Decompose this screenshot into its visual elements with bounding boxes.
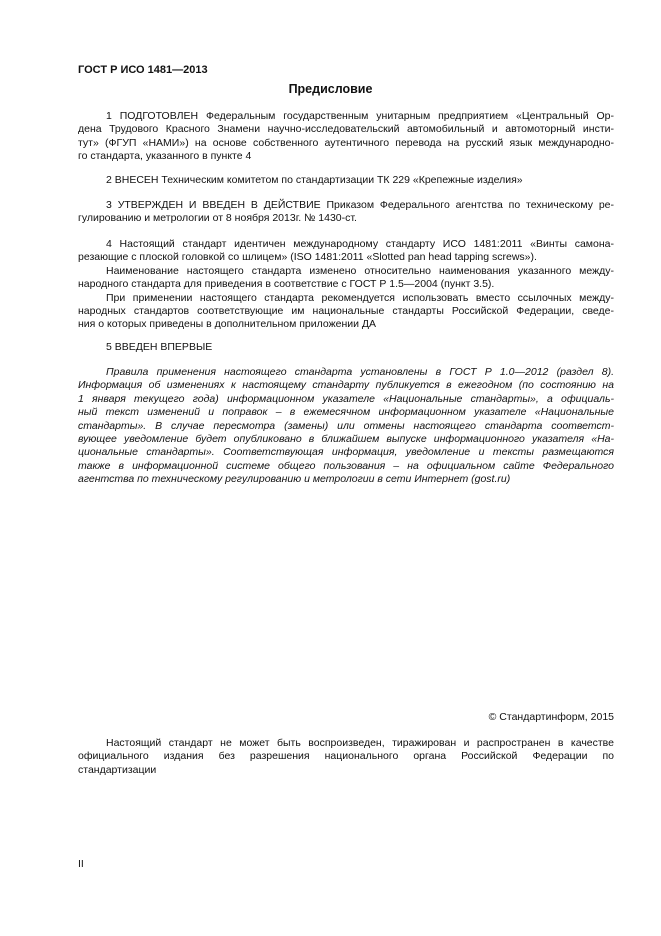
paragraph-1	[78, 110, 614, 164]
text-line: Информация об изменениях к настоящему стандарту публикуется в ежегодном (по состоянию на	[78, 379, 614, 392]
text-line: официального издания без разрешения национального органа Российской Федерации по	[78, 750, 614, 763]
text-line: дена Трудового Красного Знамени научно-исследовательский автомобильный и автомоторный инсти-	[78, 123, 614, 136]
text-line: 1 ПОДГОТОВЛЕН Федеральным государственным унитарным предприятием «Центральный Ор-	[106, 110, 614, 122]
text-line: тут» (ФГУП «НАМИ») на основе собственного аутентичного перевода на русский язык международно-	[78, 136, 614, 149]
paragraph-3	[78, 199, 614, 226]
text-line: 5 ВВЕДЕН ВПЕРВЫЕ	[106, 341, 213, 353]
text-line: 4 Настоящий стандарт идентичен международному стандарту ИСО 1481:2011 «Винты самона-	[106, 238, 614, 250]
page-number: II	[78, 858, 84, 870]
document-header: ГОСТ Р ИСО 1481—2013	[78, 64, 208, 76]
text-line: При применении настоящего стандарта рекомендуется использовать вместо ссылочных между-	[106, 291, 614, 304]
text-line: народных стандартов соответствующие им национальные стандарты Российской Федерации, сведе-	[78, 305, 614, 318]
text-line: агентства по техническому регулированию и метрологии в сети Интернет (gost.ru)	[78, 473, 511, 486]
text-line: гулированию и метрологии от 8 ноября 2013г. № 1430-ст.	[78, 212, 357, 225]
text-line: го стандарта, указанного в пункте 4	[78, 150, 252, 163]
text-line: стандарты». В случае пересмотра (замены) или отмены настоящего стандарта соответст-	[78, 419, 614, 432]
text-line: 2 ВНЕСЕН Техническим комитетом по стандартизации ТК 229 «Крепежные изделия»	[106, 174, 523, 186]
text-line: вующее уведомление будет опубликовано в ближайшем выпуске информационного указателя «На-	[78, 433, 614, 446]
italic-notice	[78, 366, 614, 487]
reproduction-notice	[78, 737, 614, 777]
text-line: стандартизации	[78, 763, 157, 776]
copyright: © Стандартинформ, 2015	[488, 711, 614, 723]
paragraph-2	[78, 174, 614, 187]
text-line: народного стандарта для приведения в соответствие с ГОСТ Р 1.5—2004 (пункт 3.5).	[78, 278, 495, 291]
text-line: 3 УТВЕРЖДЕН И ВВЕДЕН В ДЕЙСТВИЕ Приказом Федерального агентства по техническому ре-	[106, 199, 614, 211]
text-line: ния о которых приведены в дополнительном приложении ДА	[78, 318, 376, 331]
paragraph-4	[78, 238, 614, 332]
text-line: Правила применения настоящего стандарта установлены в ГОСТ Р 1.0—2012 (раздел 8).	[106, 366, 614, 378]
text-line: циональные стандарты». Соответствующая информация, уведомление и тексты размещаются	[78, 446, 614, 459]
text-line: 1 января текущего года) информационном указателе «Национальные стандарты», а официаль-	[78, 392, 614, 405]
page-title: Предисловие	[288, 82, 373, 96]
text-line: ный текст изменений и поправок – в ежемесячном информационном указателе «Национальные	[78, 406, 614, 419]
paragraph-5	[78, 341, 614, 354]
text-line: резающие с плоской головкой со шлицем» (ISO 1481:2011 «Slotted pan head tapping screws»).	[78, 251, 537, 264]
text-line: также в информационной системе общего пользования – на официальном сайте Федерального	[78, 459, 614, 472]
text-line: Наименование настоящего стандарта изменено относительно наименования указанного между-	[106, 264, 614, 277]
text-line: Настоящий стандарт не может быть воспроизведен, тиражирован и распространен в качестве	[106, 737, 614, 749]
